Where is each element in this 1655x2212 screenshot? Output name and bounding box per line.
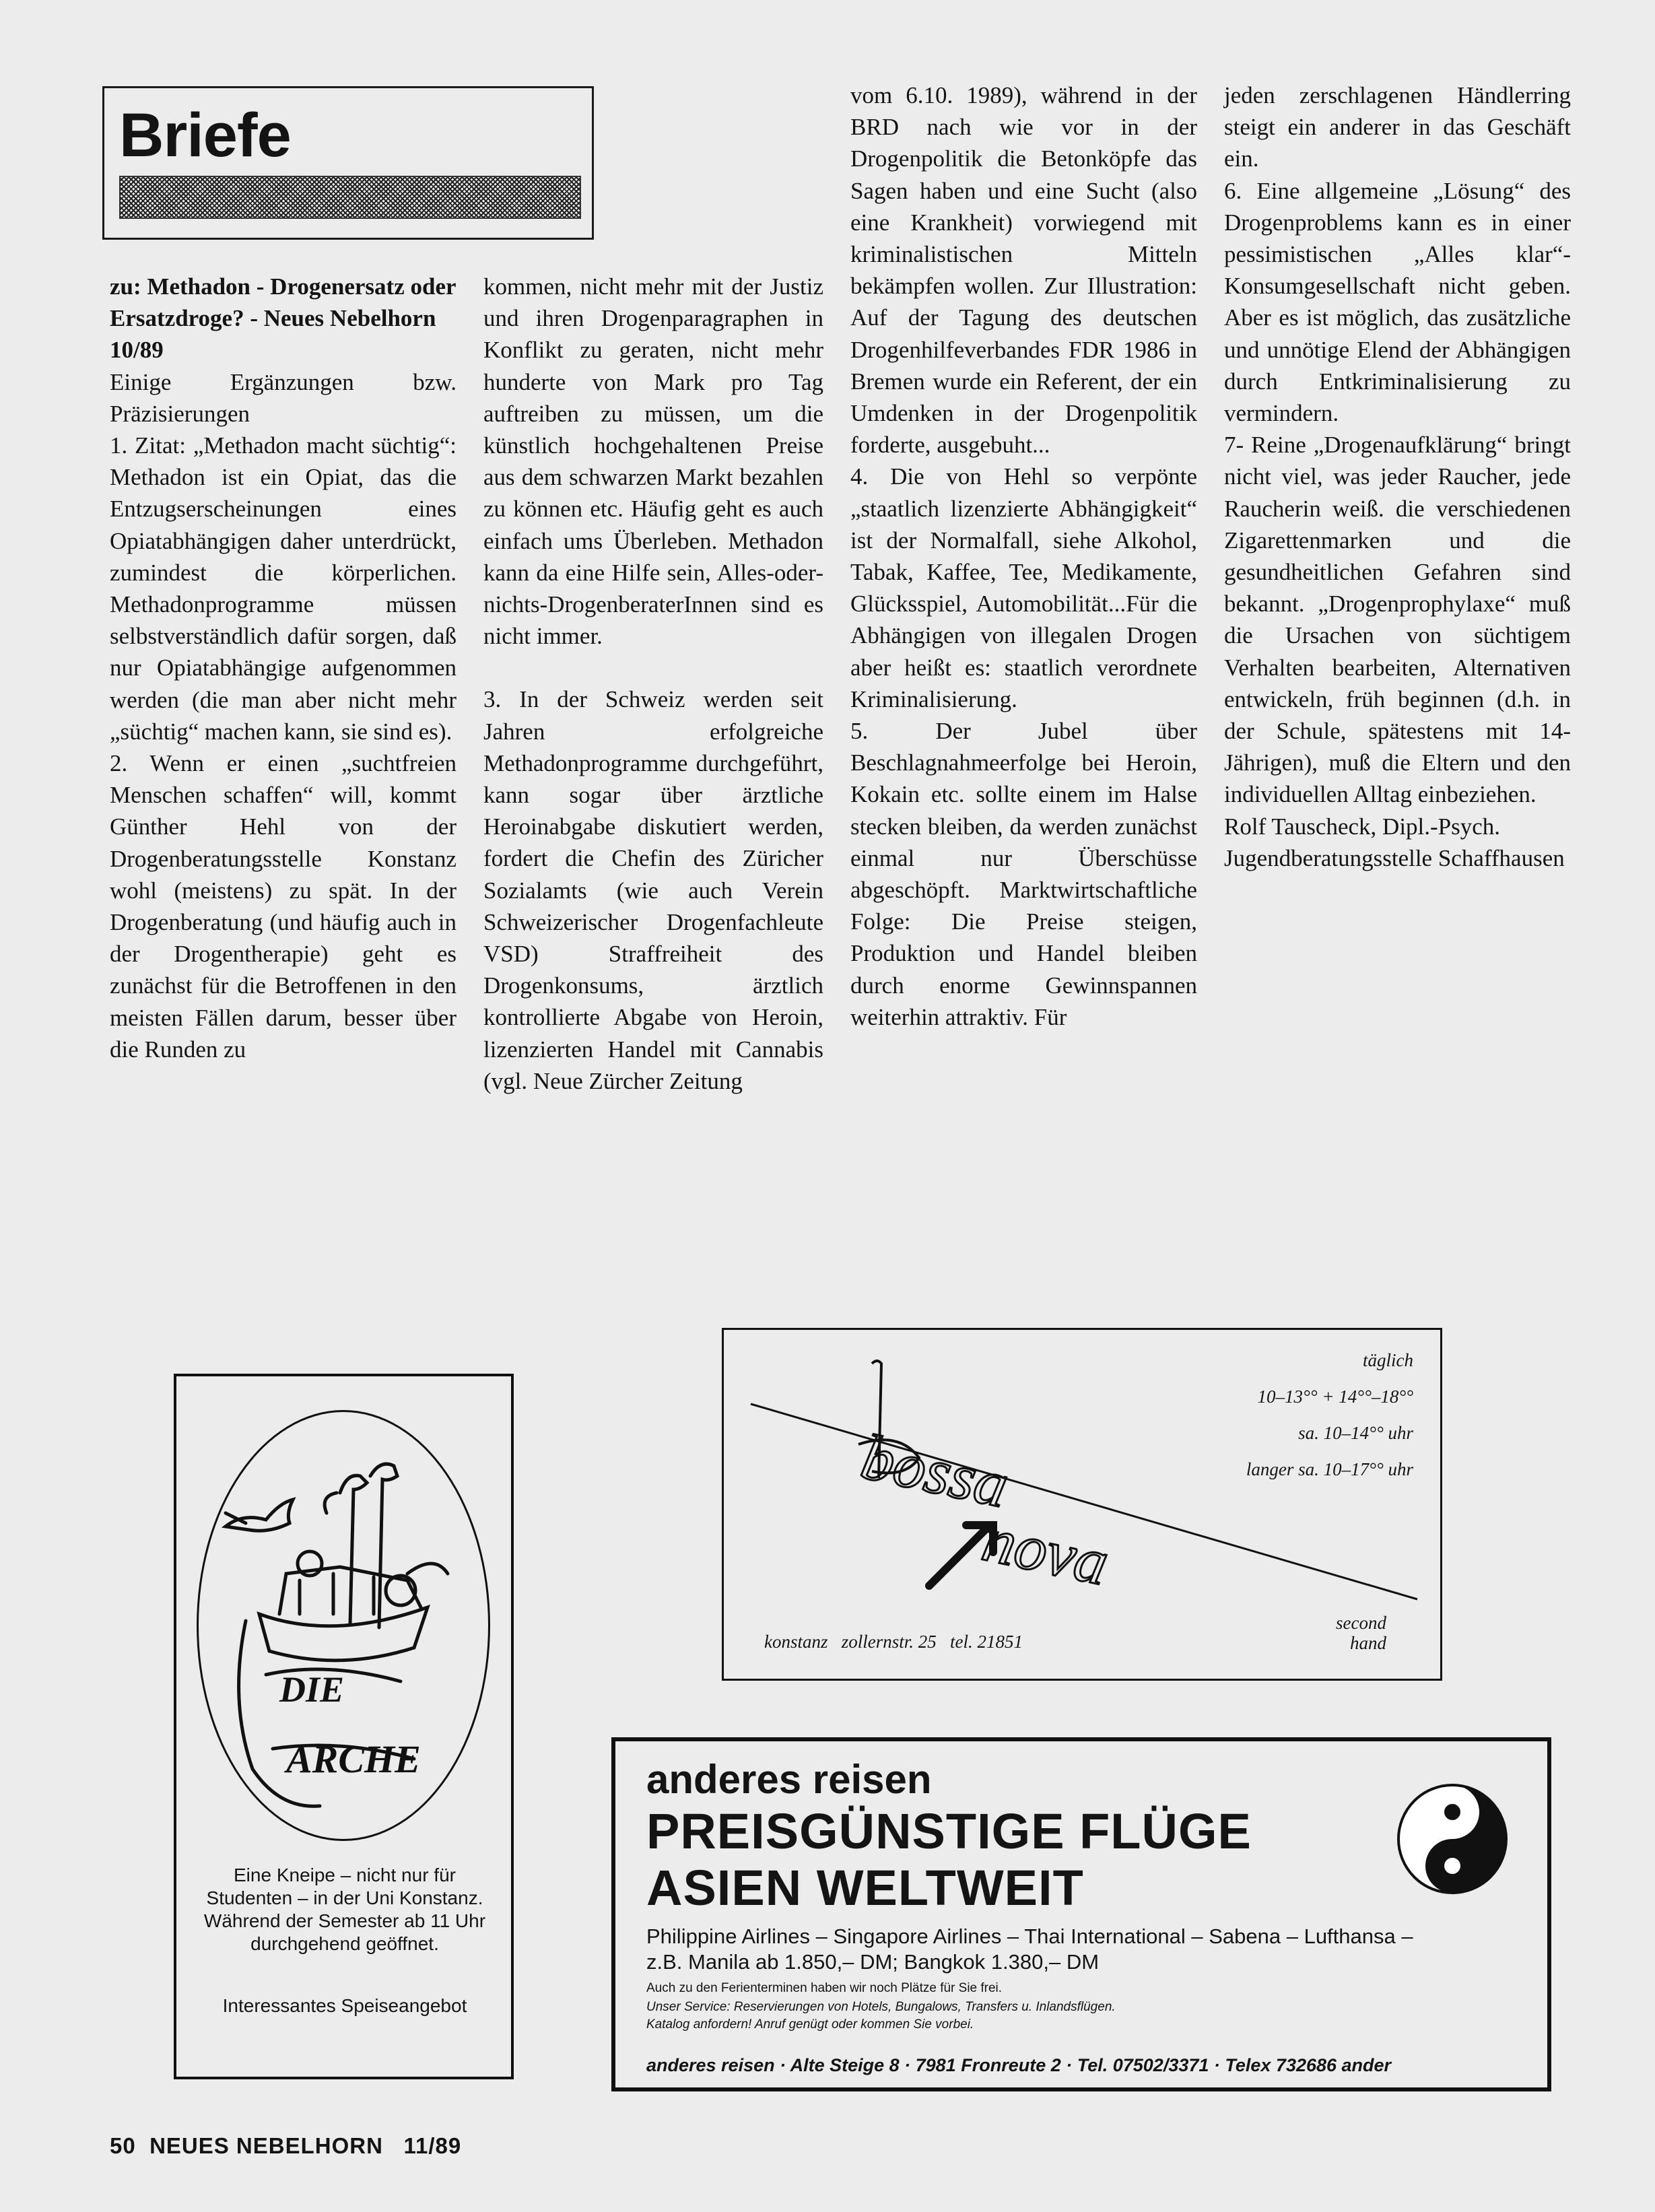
- svg-text:DIE: DIE: [279, 1669, 345, 1710]
- reisen-note-1: Auch zu den Ferienterminen haben wir noch Plätze für Sie frei.: [646, 1981, 1003, 1995]
- page-number: 50: [110, 2133, 136, 2158]
- bossa-address: konstanz zollernstr. 25 tel. 21851: [764, 1632, 1023, 1652]
- reisen-footer: anderes reisen · Alte Steige 8 · 7981 Fronreute 2 · Tel. 07502/3371 · Telex 732686 ander: [646, 2055, 1392, 2075]
- letter-paragraph: jeden zerschlagenen Händlerring steigt ein anderer in das Geschäft ein.: [1224, 82, 1571, 172]
- arche-description: Eine Kneipe – nicht nur für Studenten – in der Uni Konstanz. Während der Semester ab 11 Uhr durchgehend geöffnet.: [203, 1865, 486, 1954]
- svg-text:ARCHE: ARCHE: [286, 1737, 421, 1781]
- letter-column-3: [850, 79, 1197, 1033]
- header-shading: [119, 176, 581, 219]
- letter-paragraph: 6. Eine allgemeine „Lösung“ des Drogenproblems kann es in einer pessimistischen „Alles klar“-Konsumgesellschaft nicht geben. Aber es ist möglich, das zusätzliche und unnötige Elend der Abhängigen durch Entkriminalisierung zu vermindern.: [1224, 177, 1571, 427]
- letter-paragraph: 2. Wenn er einen „suchtfreien Menschen schaffen“ will, kommt Günther Hehl von der Drogenberatungsstelle Konstanz wohl (meistens) zu spät. In der Drogenberatung (und häufig auch in der Drogentherapie) geht es zunächst für die Betroffenen in den meisten Fällen darum, besser über die Runden zu: [110, 750, 457, 1063]
- reisen-note-2: Unser Service: Reservierungen von Hotels, Bungalows, Transfers u. Inlandsflügen.: [646, 2000, 1116, 2014]
- reisen-brand: anderes reisen: [646, 1757, 932, 1802]
- issue-number: 11/89: [403, 2133, 462, 2158]
- yin-yang-icon: [1395, 1782, 1510, 1896]
- letter-paragraph: kommen, nicht mehr mit der Justiz und ihren Drogenparagraphen in Konflikt zu geraten, nicht mehr hunderte von Mark pro Tag auftreiben zu müssen, um die künstlich hochgehaltenen Preise aus dem schwarzen Markt bezahlen zu können etc. Häufig geht es auch einfach ums Überleben. Methadon kann da eine Hilfe sein, Alles-oder-nichts-DrogenberaterInnen sind es nicht immer.: [483, 273, 823, 650]
- letter-paragraph: vom 6.10. 1989), während in der BRD nach wie vor in der Drogenpolitik die Betonköpfe das Sagen haben und eine Sucht (also eine Krankheit) vorwiegend mit kriminalistischen Mitteln bekämpfen wollen. Zur Illustration: Auf der Tagung des deutschen Drogenhilfeverbandes FDR 1986 in Bremen wurde ein Referent, der ein Umdenken in der Drogenpolitik forderte, ausgebuht...: [850, 82, 1197, 459]
- letter-paragraph: 7- Reine „Drogenaufklärung“ bringt nicht viel, was jeder Raucher, jede Raucherin weiß. die verschiedenen Zigarettenmarken und die gesundheitlichen Gefahren sind bekannt. „Drogenprophylaxe“ muß die Ursachen von süchtigem Verhalten bearbeiten, Alternativen entwickeln, früh beginnen (d.h. in der Schule, spätestens mit 14-Jährigen), muß die Eltern und den individuellen Alltag einbeziehen.: [1224, 432, 1571, 808]
- reisen-note-3: Katalog anfordern! Anruf genügt oder kommen Sie vorbei.: [646, 2017, 974, 2032]
- letter-paragraph: 5. Der Jubel über Beschlagnahmeerfolge bei Heroin, Kokain etc. sollte einem im Halse stecken bleiben, da werden zunächst einmal nur Überschüsse abgeschöpft. Marktwirtschaftliche Folge: Die Preise steigen, Produktion und Handel bleiben durch enorme Gewinnspannen weiterhin attraktiv. Für: [850, 718, 1197, 1030]
- letter-column-1: [110, 271, 457, 1065]
- arche-logo-oval: [197, 1410, 490, 1841]
- paragraph-gap: [483, 652, 823, 683]
- letter-column-2: [483, 271, 823, 1097]
- letter-paragraph: Jugendberatungsstelle Schaffhausen: [1224, 844, 1565, 871]
- ark-illustration-icon: [199, 1412, 488, 1839]
- bossa-hours: täglich 10–13°° + 14°°–18°° sa. 10–14°° uhr langer sa. 10–17°° uhr: [1246, 1350, 1413, 1479]
- letter-paragraph: 3. In der Schweiz werden seit Jahren erfolgreiche Methadonprogramme durchgeführt, kann sogar über ärztliche Heroinabgabe diskutiert werden, fordert die Chefin des Züricher Sozialamts (wie auch Verein Schweizerischer Drogenfachleute VSD) Straffreiheit des Drogenkonsums, ärztlich kontrollierte Abgabe von Heroin, lizenzierten Handel mit Cannabis (vgl. Neue Zürcher Zeitung: [483, 686, 823, 1094]
- reisen-prices: z.B. Manila ab 1.850,– DM; Bangkok 1.380,– DM: [646, 1950, 1100, 1974]
- reisen-airlines: Philippine Airlines – Singapore Airlines – Thai International – Sabena – Lufthansa –: [646, 1924, 1413, 1948]
- letter-column-4: [1224, 79, 1571, 874]
- bossa-second-hand: second hand: [1336, 1613, 1386, 1653]
- section-header: [102, 86, 594, 240]
- letter-paragraph: Rolf Tauscheck, Dipl.-Psych.: [1224, 813, 1501, 840]
- svg-text:bossa: bossa: [855, 1419, 1015, 1522]
- letter-paragraph: Einige Ergänzungen bzw. Präzisierungen: [110, 368, 457, 427]
- letter-paragraph: 1. Zitat: „Methadon macht süchtig“: Methadon ist ein Opiat, das die Entzugserscheinungen eines Opiatabhängigen daher unterdrückt, zumindest die körperlichen. Methadonprogramme müssen selbstverständlich dafür sorgen, daß nur Opiatabhängige aufgenommen werden (die man aber nicht mehr „süchtig“ machen kann, sie sind es).: [110, 432, 457, 745]
- letter-paragraph: 4. Die von Hehl so verpönte „staatlich lizenzierte Abhängigkeit“ ist der Normalfall, siehe Alkohol, Tabak, Kaffee, Tee, Medikamente, Glücksspiel, Automobilität...Für die Abhängigen von illegalen Drogen aber heißt es: staatlich verordnete Kriminalisierung.: [850, 463, 1197, 712]
- svg-text:nova: nova: [976, 1502, 1115, 1599]
- page-footer: [110, 2133, 461, 2159]
- ad-anderes-reisen: [611, 1737, 1551, 2091]
- ad-bossa-nova: [722, 1328, 1442, 1681]
- arche-extra: Interessantes Speiseangebot: [222, 1995, 467, 2016]
- reisen-headline: PREISGÜNSTIGE FLÜGE ASIEN WELTWEIT: [646, 1803, 1252, 1916]
- ad-die-arche: [174, 1374, 514, 2079]
- magazine-name: NEUES NEBELHORN: [149, 2133, 383, 2158]
- letter-subject: zu: Methadon - Drogenersatz oder Ersatzdroge? - Neues Nebelhorn 10/89: [110, 273, 456, 364]
- section-title: Briefe: [119, 101, 291, 170]
